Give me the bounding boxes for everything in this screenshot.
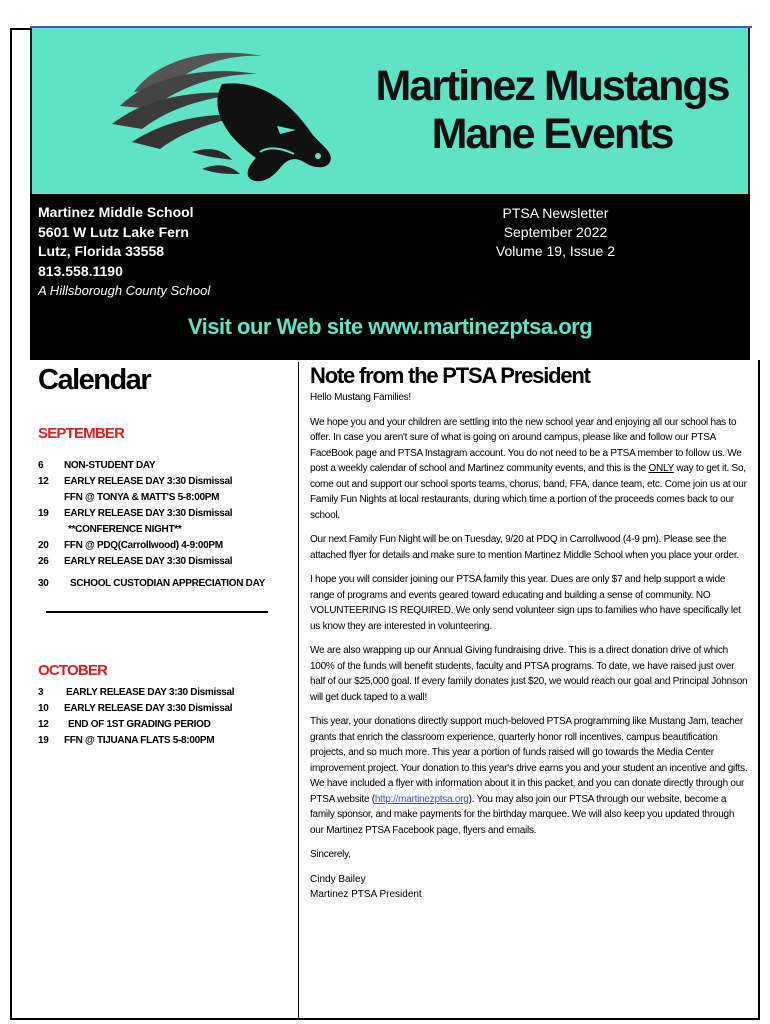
calendar-event: 19 FFN @ TIJUANA FLATS 5-8:00PM xyxy=(38,735,215,746)
school-district: A Hillsborough County School xyxy=(38,283,211,298)
note-paragraph: We are also wrapping up our Annual Giving fundraising drive. This is a direct donation drive of which 100% of the funds will benefit students, faculty and PTSA programs. To date, we have raised just over half of our $25,000 goal. If every family donates just $20, we would reach our goal and Principal Johnson will get duck taped to a wall! xyxy=(310,645,748,703)
calendar-event: 12 EARLY RELEASE DAY 3:30 Dismissal xyxy=(38,476,233,487)
newsletter-type: PTSA Newsletter xyxy=(502,205,609,221)
newsletter-issue: Volume 19, Issue 2 xyxy=(495,243,615,259)
calendar-column xyxy=(38,362,278,751)
note-paragraph: I hope you will consider joining our PTSA family this year. Dues are only $7 and help support a wide range of programs and events geared toward educating and building a sense of community. NO VOLUNTEERING IS REQUIRED. We only send volunteer sign ups to families who have specifically let us know they are interested in volunteering. xyxy=(310,574,741,632)
column-divider xyxy=(298,362,299,1018)
info-bar xyxy=(30,194,750,360)
calendar-event: 19 EARLY RELEASE DAY 3:30 Dismissal xyxy=(38,508,233,519)
note-paragraph: This year, your donations directly support much-beloved PTSA programming like Mustang Jam, teacher grants that enrich the classroom experience, quarterly honor roll incentives, campus beautification projects, and so much more. This year a portion of funds raised will go towards the Media Center improvement project. Your donation to this year's drive earns you and your student an incentive and gifts. We have included a flyer with information about it in this packet, and you can donate directly through our PTSA website (http://martinezptsa.org). You may also join our PTSA through our website, become a family sponsor, and make payments for the birthday marquee. We will also keep you updated through our Martinez PTSA Facebook page, flyers and emails. xyxy=(310,716,748,836)
calendar-divider xyxy=(46,611,268,613)
header-banner xyxy=(30,28,750,194)
ptsa-website-link[interactable]: http://martinezptsa.org xyxy=(374,793,469,805)
mustang-logo-icon xyxy=(72,34,337,194)
calendar-event: 10 EARLY RELEASE DAY 3:30 Dismissal xyxy=(38,703,233,714)
october-events xyxy=(38,687,278,751)
newsletter-date: September 2022 xyxy=(503,224,608,240)
newsletter-title xyxy=(352,62,752,158)
note-paragraph: We hope you and your children are settling into the new school year and enjoying all our school has to offer. In case you aren't sure of what is going on around campus, please like and follow our PTSA FaceBook page and PTSA Instagram account. You do not need to be a PTSA member to follow us. We post a weekly calendar of school and Martinez community events, and this is the ONLY way to get it. So, come out and support our school sports teams, chorus, band, FFA, dance team, etc. Come join us at our Family Fun Nights at local restaurants, during which time a portion of the proceeds comes back to our school. xyxy=(310,416,747,521)
page-border-top xyxy=(10,28,30,30)
school-name: Martinez Middle School xyxy=(38,204,194,220)
note-closing: Sincerely, xyxy=(310,849,351,860)
school-address: 5601 W Lutz Lake Fern xyxy=(38,223,189,240)
title-line-1: Martinez Mustangs xyxy=(375,62,729,110)
page-border-bottom xyxy=(10,1018,760,1020)
school-city: Lutz, Florida 33558 xyxy=(38,243,165,259)
signer-name: Cindy Bailey xyxy=(310,873,366,885)
note-title: Note from the PTSA President xyxy=(310,363,590,388)
month-heading-september: SEPTEMBER xyxy=(38,425,125,442)
title-line-2: Mane Events xyxy=(431,110,673,158)
calendar-event: 3 EARLY RELEASE DAY 3:30 Dismissal xyxy=(38,687,235,698)
page-border-right xyxy=(758,360,760,1020)
calendar-event: 6 NON-STUDENT DAY xyxy=(38,460,156,471)
september-events xyxy=(38,460,278,594)
calendar-event: FFN @ TONYA & MATT'S 5-8:00PM xyxy=(64,492,220,503)
month-heading-october: OCTOBER xyxy=(38,662,108,679)
president-note xyxy=(310,362,750,903)
school-phone: 813.558.1190 xyxy=(38,262,123,279)
page-border-left xyxy=(10,28,12,1020)
note-greeting: Hello Mustang Families! xyxy=(310,392,411,403)
school-info xyxy=(38,203,210,301)
website-banner[interactable]: Visit our Web site www.martinezptsa.org xyxy=(187,314,593,339)
signer-title: Martinez PTSA President xyxy=(310,889,422,900)
note-paragraph: Our next Family Fun Night will be on Tuesday, 9/20 at PDQ in Carrollwood (4-9 pm). Please see the attached flyer for details and make sure to mention Martinez Middle School when you place your order. xyxy=(310,534,739,561)
newsletter-info xyxy=(496,204,615,261)
calendar-event: 20 FFN @ PDQ(Carrollwood) 4-9:00PM xyxy=(38,540,223,551)
calendar-event: 30 SCHOOL CUSTODIAN APPRECIATION DAY xyxy=(38,578,265,589)
calendar-title: Calendar xyxy=(38,364,151,396)
calendar-event: 12 END OF 1ST GRADING PERIOD xyxy=(38,719,211,730)
calendar-event: 26 EARLY RELEASE DAY 3:30 Dismissal xyxy=(38,556,233,567)
calendar-event: **CONFERENCE NIGHT** xyxy=(68,524,182,535)
